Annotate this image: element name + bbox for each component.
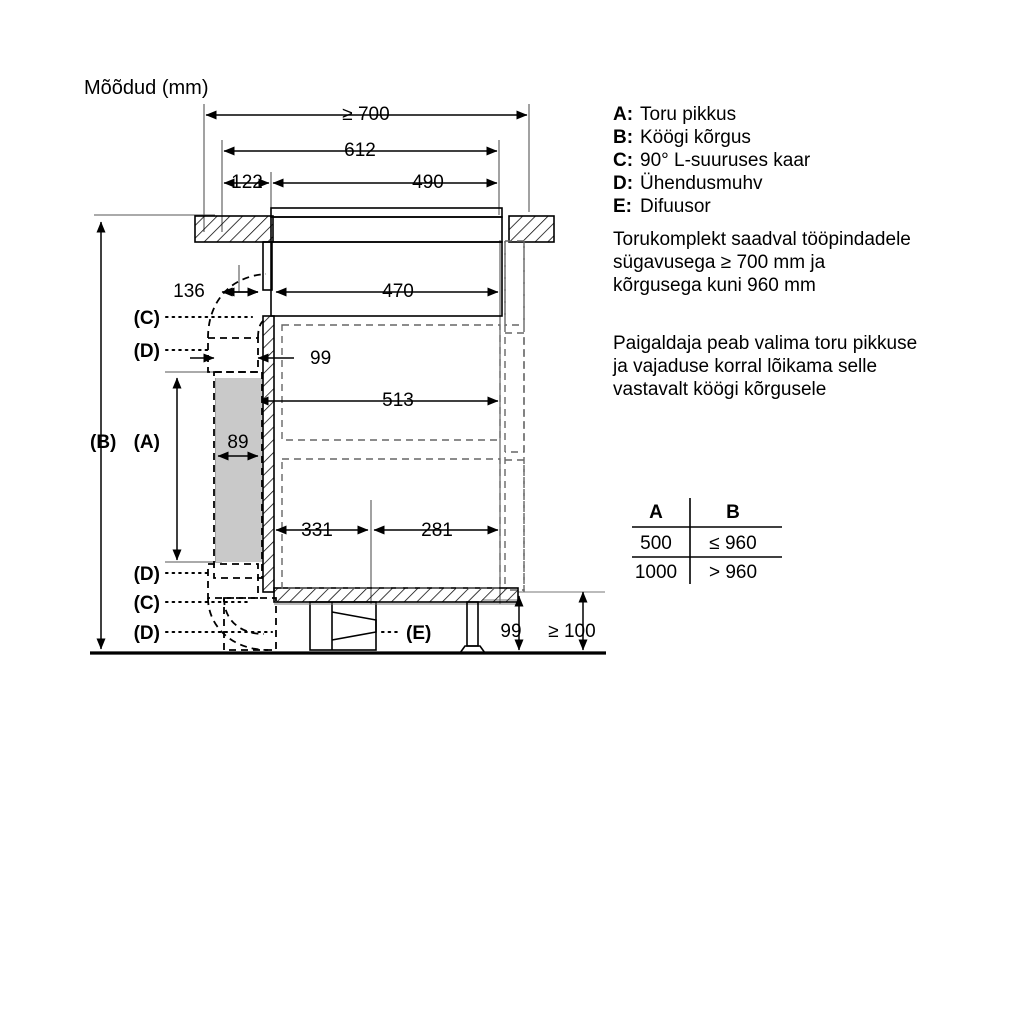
legend-val-a: Toru pikkus (640, 104, 737, 125)
dim-513: 513 (382, 390, 414, 411)
note-pipe-kit (613, 229, 911, 296)
legend-val-c: 90° L-suuruses kaar (640, 150, 811, 171)
table-header-a: A (649, 502, 663, 523)
note2-line3: vastavalt köögi kõrgusele (613, 379, 827, 400)
dim-470: 470 (382, 281, 414, 302)
note1-line1: Torukomplekt saadval tööpindadele (613, 229, 911, 250)
legend-val-e: Difuusor (640, 196, 711, 217)
legend-block (613, 104, 811, 217)
legend-key-d: D: (613, 173, 634, 194)
page-title: Mõõdud (mm) (84, 77, 209, 99)
note2-line1: Paigaldaja peab valima toru pikkuse (613, 333, 918, 354)
dim-490: 490 (412, 172, 444, 193)
pedestal-leg (460, 602, 485, 653)
ab-table (632, 498, 782, 584)
diffuser-unit (274, 602, 520, 650)
witness-lines (94, 104, 605, 604)
table-cell-a2: 1000 (634, 562, 678, 583)
legend-val-d: Ühendusmuhv (640, 173, 763, 194)
dim-min-100: ≥ 100 (548, 621, 596, 642)
note1-line2: sügavusega ≥ 700 mm ja (613, 252, 826, 273)
note2-line2: ja vajaduse korral lõikama selle (613, 356, 878, 377)
callout-B: (B) (90, 432, 117, 453)
dim-136: 136 (173, 281, 205, 302)
cooktop-body (263, 242, 502, 316)
dim-89: 89 (227, 432, 249, 453)
dim-281: 281 (421, 520, 453, 541)
legend-key-b: B: (613, 127, 634, 148)
dim-331: 331 (301, 520, 333, 541)
dim-99-duct: 99 (310, 348, 332, 369)
callout-C-lower: (C) (133, 593, 160, 614)
dim-612: 612 (344, 140, 376, 161)
legend-val-b: Köögi kõrgus (640, 127, 751, 148)
duct-pipe-segment (214, 372, 262, 578)
callout-D-upper: (D) (133, 341, 160, 362)
cooktop-plate (271, 208, 502, 242)
dim-99-bottom: 99 (500, 621, 522, 642)
callout-A: (A) (133, 432, 160, 453)
table-header-b: B (726, 502, 740, 523)
note1-line3: kõrgusega kuni 960 mm (613, 275, 816, 296)
table-cell-a1: 500 (640, 533, 672, 554)
dim-122: 122 (231, 172, 263, 193)
legend-key-e: E: (613, 196, 632, 217)
table-cell-b1: ≤ 960 (709, 533, 757, 554)
note-installer (612, 333, 917, 400)
worktop-slab (195, 216, 554, 242)
dim-top-overall: ≥ 700 (342, 104, 390, 125)
callout-leaders (166, 317, 400, 632)
table-cell-b2: > 960 (708, 562, 758, 583)
elbow-90-upper (208, 274, 268, 338)
legend-key-c: C: (613, 150, 634, 171)
callout-D-mid: (D) (133, 564, 160, 585)
hood-base-slab (274, 588, 518, 602)
callout-D-lower: (D) (133, 623, 160, 644)
legend-key-a: A: (613, 104, 634, 125)
callout-E: (E) (406, 623, 432, 644)
callout-C-upper: (C) (133, 308, 160, 329)
elbow-90-lower (208, 598, 268, 650)
